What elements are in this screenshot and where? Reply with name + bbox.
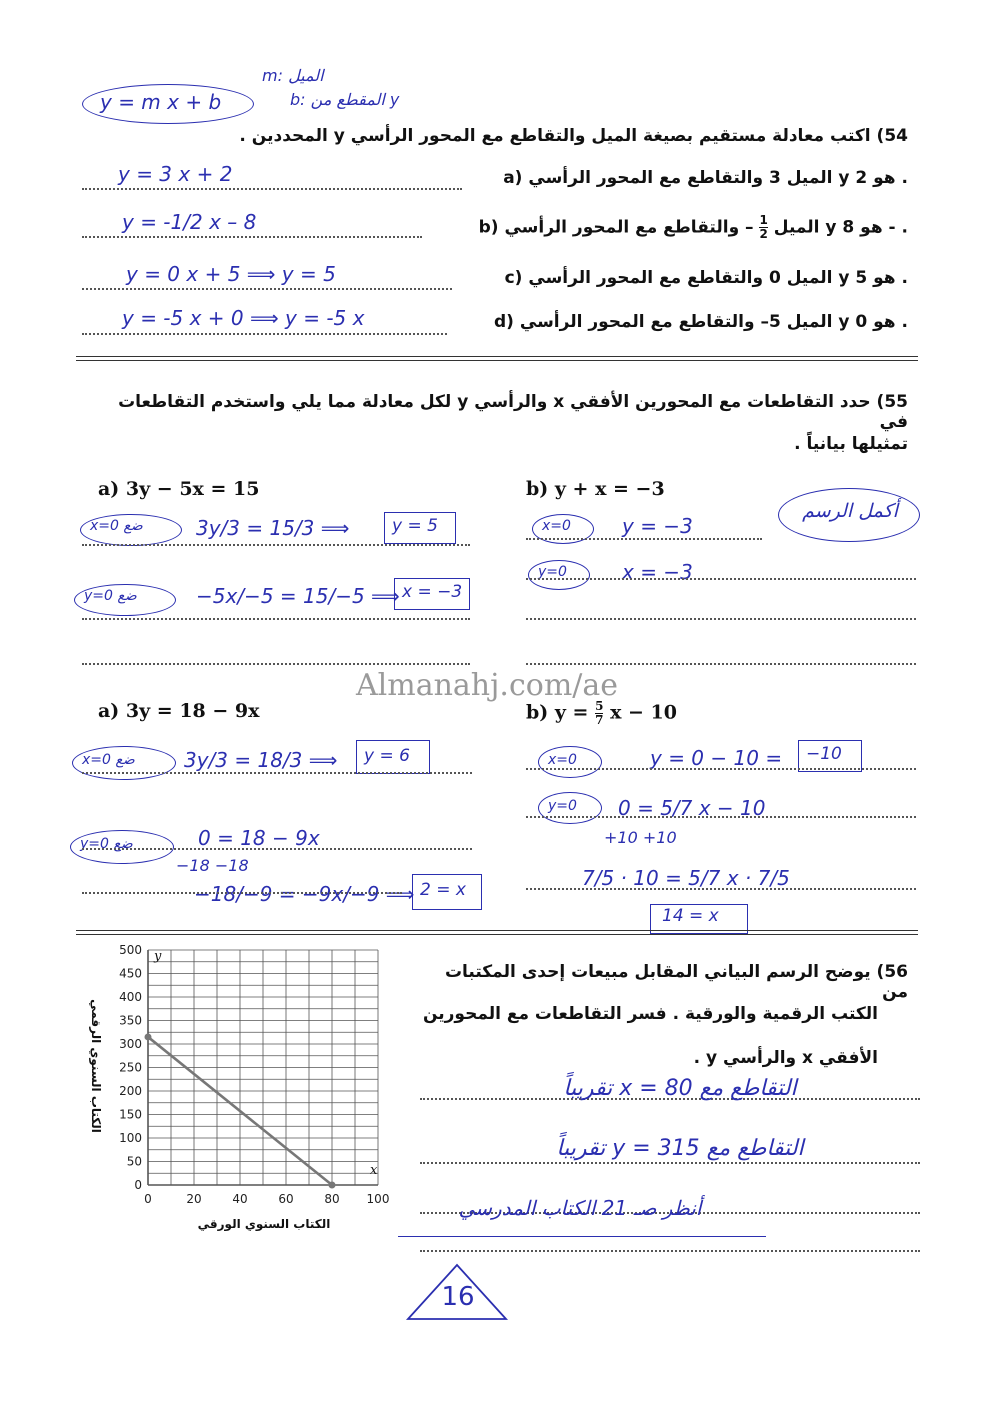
q55-p4-line3 [526,888,916,890]
y-axis-letter: y [154,949,162,964]
q56-ans3: أنظر صـ 21 الكتاب المدرسي [458,1196,702,1220]
sales-chart [78,938,408,1248]
q54-a-answer: y = 3 x + 2 [118,162,233,186]
q55-p4-eq-suffix: x − 10 [610,701,677,724]
q55-p4-eq-den: 7 [595,713,604,727]
q55-p3-l2-tag: y=0 ضع [80,836,133,852]
q55-p2-line2 [526,578,916,580]
q55-prompt-line1: 55) حدد التقاطعات مع المحورين الأفقي x والرأسي y لكل معادلة مما يلي واستخدم التقاطعات في [118,392,908,432]
q54-c-label: c) الميل 0 والتقاطع مع المحور الرأسي y هو 5 . [504,268,908,288]
x-tick-label: 100 [366,1192,390,1206]
q55-p2-l1-work: y = −3 [622,514,693,538]
q55-p3-l2-work: 0 = 18 − 9x [198,826,320,850]
q56-prompt-line1: 56) يوضح الرسم البياني المقابل مبيعات إحدى المكتبات من [444,962,908,1002]
q55-p1-l1-result: y = 5 [392,516,438,536]
q56-underline-stroke [398,1236,766,1237]
q55-p4-l1-result: −10 [806,744,842,764]
y-tick-label: 450 [119,966,142,981]
q56-ans2: التقاطع مع y = 315 تقريباً [556,1136,804,1161]
q55-p2-line1 [526,538,762,540]
q55-p2-line3 [526,618,916,620]
q54-d-line [82,333,447,335]
q55-p1-line3 [82,663,470,665]
q55-p1-l2-result: x = −3 [402,582,463,602]
q55-p4-l2-tag: y=0 [548,798,577,814]
q55-p4-l1-work: y = 0 − 10 = [650,746,783,770]
q55-p2-l2-work: x = −3 [622,560,693,584]
q55-p4-line2 [526,816,916,818]
q55-p1-eq: a) 3y − 5x = 15 [98,478,260,500]
q55-p2-line4 [526,663,916,665]
y-tick-label: 250 [119,1060,142,1075]
q54-a-line [82,188,462,190]
q55-p3-l1-tag: x=0 ضع [82,752,135,768]
x-tick-label: 80 [324,1192,340,1206]
q55-p1-line1 [82,544,470,546]
formula-note: y = m x + b [100,90,222,114]
y-tick-label: 150 [119,1107,142,1122]
q55-p4-l3-work: +10 +10 [604,828,677,847]
q54-b-answer: y = -1/2 x – 8 [122,210,257,234]
data-point [329,1182,336,1189]
q54-b-den: 2 [759,227,768,241]
y-tick-label: 500 [119,943,142,957]
q55-p4-l4-work: 7/5 · 10 = 5/7 x · 7/5 [582,866,790,890]
chart-x-title: الكتاب السنوي الورقي [197,1217,331,1231]
page-number: 16 [441,1282,475,1312]
chart-y-title: الكتاب السنوي الرقمي [89,999,103,1133]
q55-p3-l4-work: −18/−9 = −9x/−9 ⟹ [194,882,415,906]
q55-p1-l2-tag: y=0 ضع [84,588,137,604]
q55-p4-l5-result: 14 = x [662,906,719,926]
q54-c-answer: y = 0 x + 5 ⟹ y = 5 [126,262,336,286]
q56-ans1: التقاطع مع x = 80 تقريباً [563,1076,797,1101]
chart-ticks [119,943,389,1206]
x-tick-label: 0 [144,1192,152,1206]
q54-b-prefix: b) الميل [478,217,820,238]
x-tick-label: 60 [278,1192,294,1206]
q54-prompt: 54) اكتب معادلة مستقيم بصيغة الميل والتقاطع مع المحور الرأسي y المحددين . [239,126,908,146]
m-note: m: الميل [262,66,324,85]
chart-grid [148,950,378,1185]
q55-p3-line1 [82,772,472,774]
x-tick-label: 20 [186,1192,202,1206]
q54-d-answer: y = -5 x + 0 ⟹ y = -5 x [122,306,365,330]
q55-p3-l1-result: y = 6 [364,746,410,766]
q56-line4 [420,1250,920,1252]
q55-p4-eq [526,700,677,727]
q54-b-suffix: – والتقاطع مع المحور الرأسي y هو 8 - . [504,217,908,238]
q55-p3-l4-result: 2 = x [420,880,466,900]
q55-p2-eq: b) y + x = −3 [526,478,665,500]
b-note: b: المقطع من y [290,90,400,109]
q55-p1-l2-work: −5x/−5 = 15/−5 ⟹ [196,584,400,608]
q55-p2-l2-tag: y=0 [538,564,567,580]
q55-p3-l1-work: 3y/3 = 18/3 ⟹ [184,748,338,772]
q54-d-label: d) الميل 5– والتقاطع مع المحور الرأسي y هو 0 . [494,312,908,332]
q55-p3-line2 [82,848,472,850]
q55-p1-l1-work: 3y/3 = 15/3 ⟹ [196,516,350,540]
q55-p1-l1-tag: x=0 ضع [90,518,143,534]
q54-b-fraction [759,214,767,241]
q54-b-line [82,236,422,238]
y-tick-label: 100 [119,1131,142,1145]
q54-c-line [82,288,452,290]
q55-p4-eq-prefix: b) y = [526,701,589,724]
watermark: Almanahj.com/ae [356,668,619,703]
y-tick-label: 50 [126,1154,142,1169]
data-point [145,1033,152,1040]
q56-prompt-line2: الكتب الرقمية والورقية . فسر التقاطعات مع المحورين [422,1004,878,1024]
y-tick-label: 300 [119,1037,142,1051]
q54-a-label: a) الميل 3 والتقاطع مع المحور الرأسي y هو 2 . [503,168,908,188]
q55-p4-l1-tag: x=0 [548,752,577,768]
q55-p3-line3 [82,892,402,894]
q55-prompt-line2: تمثيلها بيانياً . [794,434,908,454]
q54-b-num: 1 [759,213,768,227]
q55-p1-line2 [82,618,470,620]
x-axis-letter: x [370,1163,378,1178]
q55-p4-l2-work: 0 = 5/7 x − 10 [618,796,766,820]
q55-note: أكمل الرسم [802,500,898,522]
separator-2 [76,930,918,935]
q55-p4-eq-num: 5 [595,699,604,713]
x-tick-label: 40 [232,1192,248,1206]
q55-p4-line1 [526,768,916,770]
y-tick-label: 350 [119,1013,142,1028]
q55-p2-l1-tag: x=0 [542,518,571,534]
q54-b-label [448,214,908,241]
y-tick-label: 200 [119,1084,142,1098]
q55-p3-l3-work: −18 −18 [176,856,249,875]
q56-prompt-line3: الأفقي x والرأسي y . [693,1048,878,1068]
y-tick-label: 400 [119,990,142,1004]
q55-p3-eq: a) 3y = 18 − 9x [98,700,260,722]
q56-line2 [420,1162,920,1164]
y-tick-label: 0 [134,1178,142,1192]
separator-1 [76,356,918,361]
q55-p4-eq-fraction [595,700,603,727]
